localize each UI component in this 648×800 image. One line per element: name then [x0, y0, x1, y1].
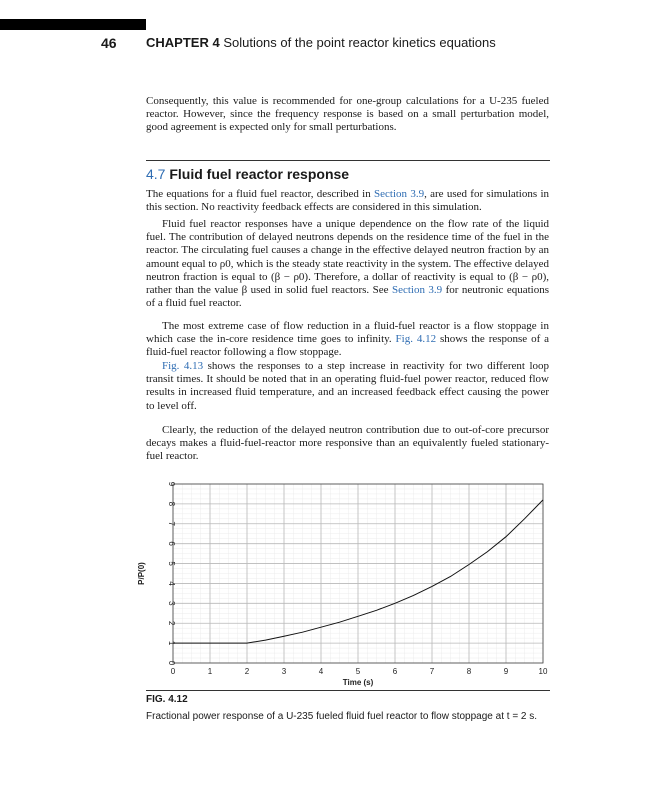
- section-heading: [146, 166, 349, 182]
- figure-rule: [146, 690, 550, 691]
- y-axis-label: P/P(0): [137, 562, 146, 585]
- x-tick-label: 10: [538, 667, 548, 676]
- paragraph-3: [146, 320, 549, 360]
- y-tick-label: 8: [167, 501, 176, 507]
- y-tick-label: 4: [167, 581, 176, 586]
- p1-text-a: The equations for a fluid fuel reactor, described in: [146, 188, 375, 200]
- y-tick-label: 5: [167, 561, 176, 566]
- x-tick-label: 0: [170, 667, 176, 676]
- x-tick-label: 8: [466, 667, 472, 676]
- y-tick-label: 3: [167, 601, 176, 606]
- section-3-9-link-2[interactable]: Section 3.9: [391, 284, 443, 297]
- y-tick-label: 7: [167, 521, 176, 527]
- figure-caption: Fractional power response of a U-235 fueled fluid fuel reactor to flow stoppage at t = 2 s.: [146, 711, 538, 722]
- y-tick-label: 1: [167, 640, 176, 646]
- fig-4-13-link[interactable]: Fig. 4.13: [162, 360, 204, 372]
- y-tick-label: 0: [167, 660, 176, 666]
- x-tick-label: 1: [207, 667, 213, 676]
- x-tick-label: 2: [244, 667, 250, 676]
- p2-text-b: for neutronic equations of a fluid fuel reactor.: [146, 284, 549, 310]
- p1-text-b: , are used for simulations in this section. No reactivity feedback effects are considered in this simulation.: [146, 188, 549, 214]
- figure-label: FIG. 4.12: [146, 694, 188, 705]
- p3-text-a: The most extreme case of flow reduction in a fluid-fuel reactor is a flow stoppage in which case the in-core residence time goes to infinity.: [146, 320, 549, 346]
- power-response-chart: [130, 476, 560, 690]
- paragraph-2: [146, 218, 549, 310]
- top-color-bar: [0, 19, 146, 30]
- y-tick-label: 6: [167, 541, 176, 546]
- fig-4-12-link[interactable]: Fig. 4.12: [395, 333, 437, 346]
- chapter-title: Solutions of the point reactor kinetics equations: [223, 35, 496, 50]
- y-tick-label: 9: [167, 481, 176, 487]
- paragraph-5: Clearly, the reduction of the delayed neutron contribution due to out-of-core precursor decays makes a fluid-fuel-reactor more responsive than an equivalently fueled stationary-fuel reactor.: [146, 424, 549, 463]
- paragraph-4: [146, 360, 549, 413]
- p3-text-b: shows the response of a fluid-fuel reactor following a flow stoppage.: [146, 333, 549, 359]
- intro-paragraph: Consequently, this value is recommended for one-group calculations for a U-235 fueled reactor. However, since the frequency response is based on a small perturbation model, good agreement is expected only for small perturbations.: [146, 95, 549, 134]
- x-axis-label: Time (s): [342, 678, 374, 687]
- y-tick-label: 2: [167, 620, 176, 626]
- x-tick-label: 7: [429, 667, 435, 676]
- paragraph-1: [146, 188, 549, 214]
- p2-text-a: Fluid fuel reactor responses have a unique dependence on the flow rate of the liquid fuel. The contribution of delayed neutrons depends on the residence time of the fuel in the reactor. The circulating fuel causes a change in the effective delayed neutron fraction by an amount equal to ρ0, which is the steady state reactivity in the system. The effective delayed neutron fraction is equal to (β − ρ0). Therefore, a dollar of reactivity is equal to (β − ρ0), rather than the value β used in solid fuel reactors. See: [146, 218, 549, 297]
- x-tick-label: 5: [355, 667, 361, 676]
- p4-text-b: shows the responses to a step increase in reactivity for two different loop transit times. It should be noted that in an operating fluid-fuel power reactor, reduced flow results in increased fluid temperature, and an increased feedback effect causing the power to level off.: [146, 360, 549, 412]
- section-number: 4.7: [146, 166, 166, 182]
- page-number: 46: [101, 35, 117, 51]
- x-tick-label: 4: [318, 667, 324, 676]
- x-tick-label: 6: [392, 667, 398, 676]
- chapter-label: CHAPTER 4: [146, 35, 220, 50]
- running-header: [146, 35, 496, 50]
- section-3-9-link[interactable]: Section 3.9: [374, 188, 425, 200]
- section-rule: [146, 160, 550, 161]
- x-tick-label: 3: [281, 667, 287, 676]
- section-title: Fluid fuel reactor response: [169, 166, 350, 182]
- x-tick-label: 9: [503, 667, 509, 676]
